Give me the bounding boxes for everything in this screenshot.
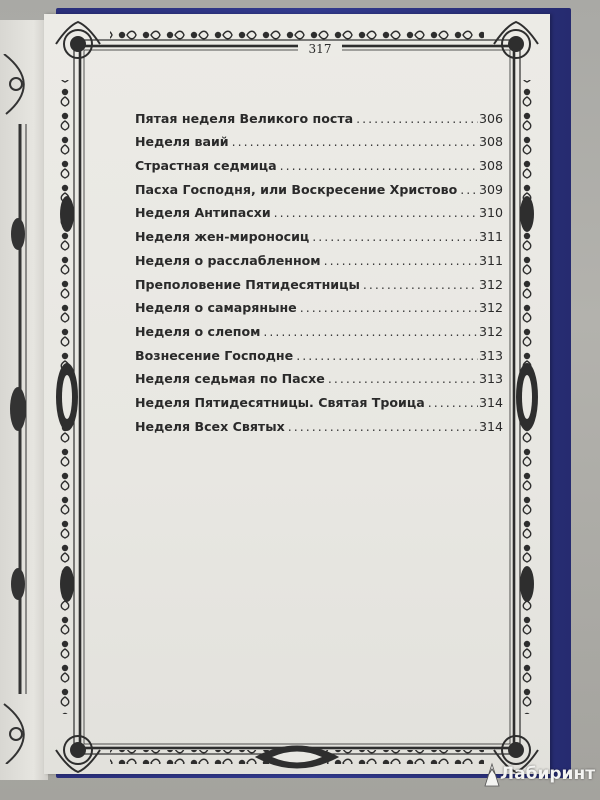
toc-entry: [135, 315, 503, 339]
toc-entry: [135, 363, 503, 387]
toc-entry-page: 310: [478, 205, 503, 221]
toc-entry-title: Неделя Антипасхи: [135, 205, 271, 221]
page-number: 317: [298, 42, 342, 56]
left-page-ornament-border: [0, 54, 40, 764]
toc-entry-page: 312: [478, 323, 503, 339]
toc-entry-page: 313: [478, 347, 503, 363]
toc-entry-page: 309: [478, 181, 503, 197]
toc-entry: [135, 410, 503, 434]
toc-entry: [135, 220, 503, 244]
toc-entry: [135, 126, 503, 150]
dot-leader: [296, 348, 478, 363]
toc-entry-title: Неделя о слепом: [135, 323, 261, 339]
toc-entry: [135, 268, 503, 292]
toc-entry: [135, 173, 503, 197]
dot-leader: [280, 158, 478, 173]
toc-entry: [135, 339, 503, 363]
labyrinth-logo-icon: [482, 762, 502, 788]
toc-entry-title: Неделя седьмая по Пасхе: [135, 371, 325, 387]
toc-entry: [135, 292, 503, 316]
toc-entry-page: 311: [478, 252, 503, 268]
toc-entry-title: Неделя жен-мироносиц: [135, 229, 310, 245]
dot-leader: [263, 324, 478, 339]
dot-leader: [288, 419, 478, 434]
toc-entry: [135, 149, 503, 173]
dot-leader: [324, 253, 478, 268]
toc-entry-page: 312: [478, 276, 503, 292]
toc-entry-page: 313: [478, 371, 503, 387]
dot-leader: [300, 300, 478, 315]
toc-entry-page: 311: [478, 229, 503, 245]
watermark-text: Лабиринт: [500, 764, 596, 784]
toc-entry-title: Страстная седмица: [135, 158, 277, 174]
toc-entry-title: Неделя Всех Святых: [135, 418, 285, 434]
table-of-contents: [135, 102, 503, 434]
toc-entry-page: 306: [478, 110, 503, 126]
dot-leader: [363, 277, 478, 292]
toc-entry-title: Неделя Пятидесятницы. Святая Троица: [135, 394, 425, 410]
toc-entry-title: Пятая неделя Великого поста: [135, 110, 354, 126]
dot-leader: [428, 395, 478, 410]
dot-leader: [328, 371, 478, 386]
dot-leader: [460, 182, 478, 197]
toc-entry-page: 312: [478, 300, 503, 316]
toc-entry-page: 314: [478, 418, 503, 434]
toc-entry-title: Вознесение Господне: [135, 347, 294, 363]
watermark: [482, 758, 594, 794]
dot-leader: [356, 111, 478, 126]
toc-entry-page: 314: [478, 394, 503, 410]
toc-entry: [135, 102, 503, 126]
toc-entry-title: Неделя о самаряныне: [135, 300, 297, 316]
toc-entry-title: Преполовение Пятидесятницы: [135, 276, 360, 292]
toc-entry: [135, 197, 503, 221]
toc-entry: [135, 386, 503, 410]
dot-leader: [232, 134, 478, 149]
left-page: [0, 20, 48, 780]
dot-leader: [274, 205, 478, 220]
toc-entry: [135, 244, 503, 268]
toc-entry-page: 308: [478, 134, 503, 150]
toc-entry-title: Неделя ваий: [135, 134, 229, 150]
book-page: [44, 14, 550, 774]
dot-leader: [312, 229, 478, 244]
toc-entry-title: Пасха Господня, или Воскресение Христово: [135, 181, 458, 197]
toc-entry-page: 308: [478, 158, 503, 174]
toc-entry-title: Неделя о расслабленном: [135, 252, 321, 268]
